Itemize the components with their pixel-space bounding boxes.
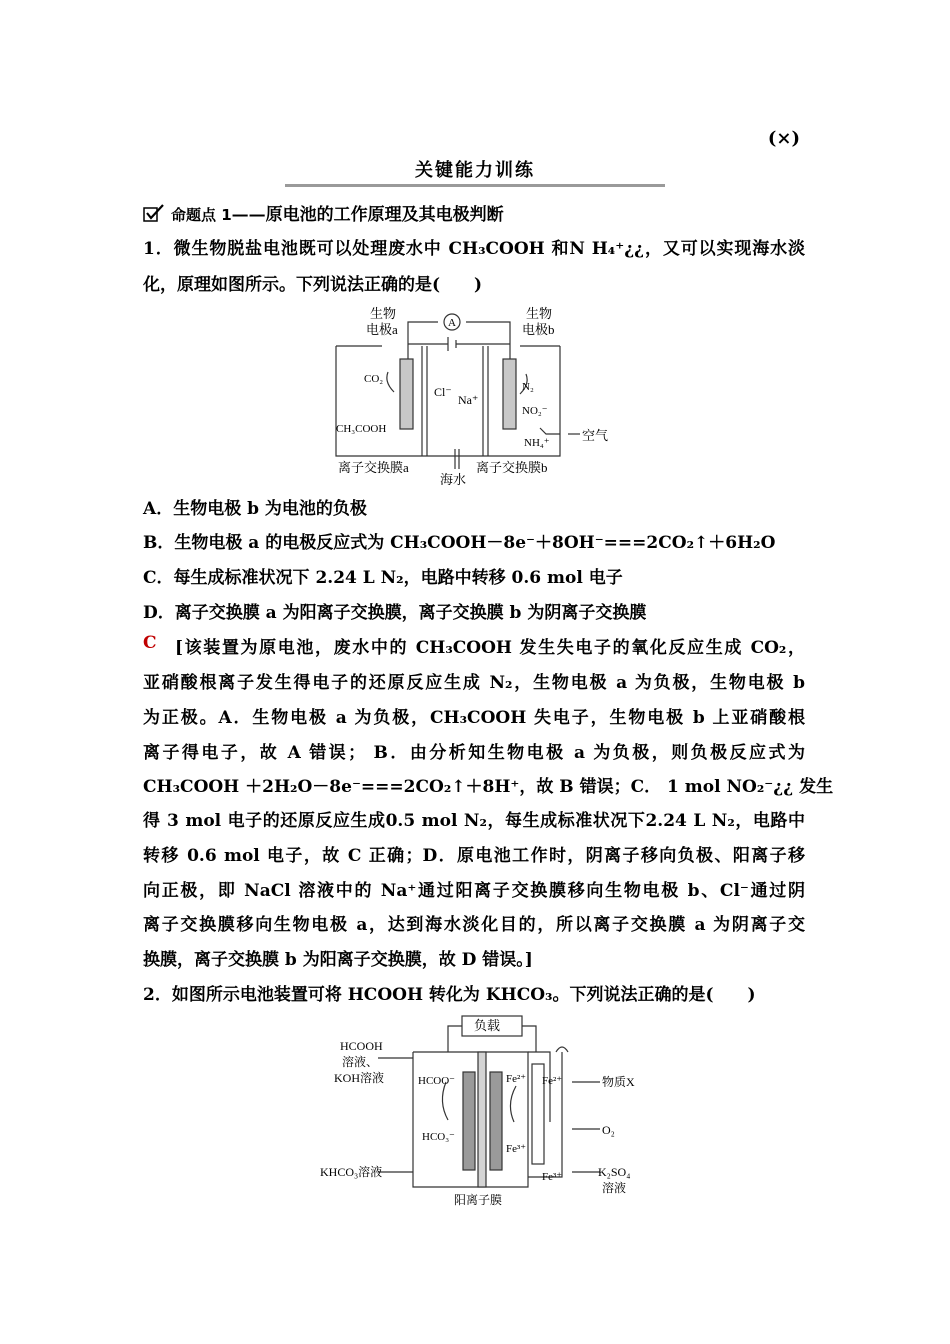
q2-stem-line1: 2．如图所示电池装置可将 HCOOH 转化为 KHCO₃。下列说法正确的是( ) bbox=[143, 985, 756, 1005]
q2-diagram-label: Fe²⁺ bbox=[542, 1075, 563, 1087]
q1-diagram-label: 海水 bbox=[440, 472, 467, 486]
q2-diagram-label: K₂SO₄ bbox=[598, 1165, 631, 1179]
q2-diagram-label: 溶液、 bbox=[342, 1055, 379, 1069]
q2-diagram-label: 阳离子膜 bbox=[454, 1193, 503, 1207]
section-title: 关键能力训练 bbox=[415, 160, 535, 181]
q1-diagram-label: NO₂⁻ bbox=[522, 405, 548, 417]
q2-diagram bbox=[318, 1012, 658, 1208]
q1-explanation-line: CH₃COOH ＋2H₂O－8e⁻===2CO₂↑＋8H⁺，故 B 错误；C． 1 mol NO₂⁻¿¿ 发生 bbox=[143, 777, 834, 797]
q1-explanation-line: 得 3 mol 电子的还原反应生成0.5 mol N₂，每生成标准状况下2.24 L N₂，电路中 bbox=[143, 811, 805, 831]
q1-explanation-line: 亚硝酸根离子发生得电子的还原反应生成 N₂，生物电极 a 为负极，生物电极 b bbox=[143, 673, 805, 693]
q1-option-c: C．每生成标准状况下 2.24 L N₂，电路中转移 0.6 mol 电子 bbox=[143, 568, 623, 588]
q1-diagram-label: 电极a bbox=[366, 322, 398, 337]
topic-label: 命题点 1 bbox=[171, 206, 232, 224]
topic-title: ——原电池的工作原理及其电极判断 bbox=[231, 205, 504, 225]
q1-diagram-label: NH₄⁺ bbox=[524, 437, 550, 449]
q1-diagram-label: 电极b bbox=[522, 322, 555, 337]
q1-option-b: B．生物电极 a 的电极反应式为 CH₃COOH－8e⁻＋8OH⁻===2CO₂↑＋6H₂O bbox=[143, 533, 776, 553]
q1-diagram-label: 空气 bbox=[582, 428, 609, 443]
q1-diagram-label: Na⁺ bbox=[458, 393, 479, 407]
q1-stem-line1: 1．微生物脱盐电池既可以处理废水中 CH₃COOH 和N H₄⁺¿¿，又可以实现海水淡 bbox=[143, 239, 805, 259]
q1-explanation-line: 离子交换膜移向生物电极 a，达到海水淡化目的，所以离子交换膜 a 为阴离子交 bbox=[143, 915, 805, 935]
q2-diagram-label: Fe²⁺ bbox=[506, 1073, 527, 1085]
q1-explanation-line: 离子得电子，故 A 错误； B．由分析知生物电极 a 为负极，则负极反应式为 bbox=[143, 743, 805, 763]
judgement-mark: (×) bbox=[767, 128, 800, 149]
q1-diagram bbox=[330, 304, 620, 486]
q1-option-a: A．生物电极 b 为电池的负极 bbox=[143, 499, 367, 519]
checkbox-icon bbox=[143, 204, 165, 222]
q2-diagram-label: 溶液 bbox=[602, 1181, 627, 1195]
q1-diagram-label: 生物 bbox=[370, 306, 397, 321]
q1-diagram-label: N₂ bbox=[522, 381, 534, 393]
ammeter-icon: A bbox=[448, 317, 456, 329]
q2-diagram-label: KHCO₃溶液 bbox=[320, 1165, 383, 1179]
q2-diagram-label: HCOOH bbox=[340, 1039, 383, 1053]
q1-diagram-label: CH₃COOH bbox=[336, 423, 387, 435]
q2-diagram-label: HCOO⁻ bbox=[418, 1075, 455, 1087]
q2-diagram-label: KOH溶液 bbox=[334, 1071, 384, 1085]
topic-heading bbox=[143, 200, 504, 225]
q2-diagram-label: Fe³⁺ bbox=[506, 1143, 527, 1155]
q1-stem-line2: 化，原理如图所示。下列说法正确的是( ) bbox=[143, 275, 483, 295]
q1-explanation-line: 为正极。A．生物电极 a 为负极，CH₃COOH 失电子，生物电极 b 上亚硝酸根 bbox=[143, 708, 805, 728]
section-divider bbox=[285, 184, 665, 187]
q1-diagram-label: 离子交换膜b bbox=[476, 460, 548, 475]
q1-option-d: D．离子交换膜 a 为阳离子交换膜，离子交换膜 b 为阴离子交换膜 bbox=[143, 603, 647, 623]
q1-diagram-label: 离子交换膜a bbox=[338, 460, 409, 475]
load-label: 负载 bbox=[474, 1018, 501, 1033]
q2-diagram-label: HCO₃⁻ bbox=[422, 1131, 455, 1143]
q2-diagram-label: O₂ bbox=[602, 1123, 615, 1137]
q1-explanation-line: 换膜，离子交换膜 b 为阳离子交换膜，故 D 错误。] bbox=[143, 950, 533, 970]
q1-diagram-label: CO₂ bbox=[364, 373, 384, 385]
q1-explanation-line: 转移 0.6 mol 电子，故 C 正确；D．原电池工作时，阴离子移向负极、阳离子移 bbox=[143, 846, 805, 866]
q1-answer: C bbox=[143, 633, 157, 653]
q2-diagram-label: 物质X bbox=[602, 1075, 635, 1089]
q1-explanation-line: [该装置为原电池，废水中的 CH₃COOH 发生失电子的氧化反应生成 CO₂， bbox=[175, 638, 805, 658]
q2-diagram-label: Fe³⁺ bbox=[542, 1171, 563, 1183]
q1-diagram-label: 生物 bbox=[526, 306, 553, 321]
q1-diagram-label: Cl⁻ bbox=[434, 385, 452, 399]
q1-explanation-line: 向正极，即 NaCl 溶液中的 Na⁺通过阳离子交换膜移向生物电极 b、Cl⁻通过阴 bbox=[143, 881, 805, 901]
